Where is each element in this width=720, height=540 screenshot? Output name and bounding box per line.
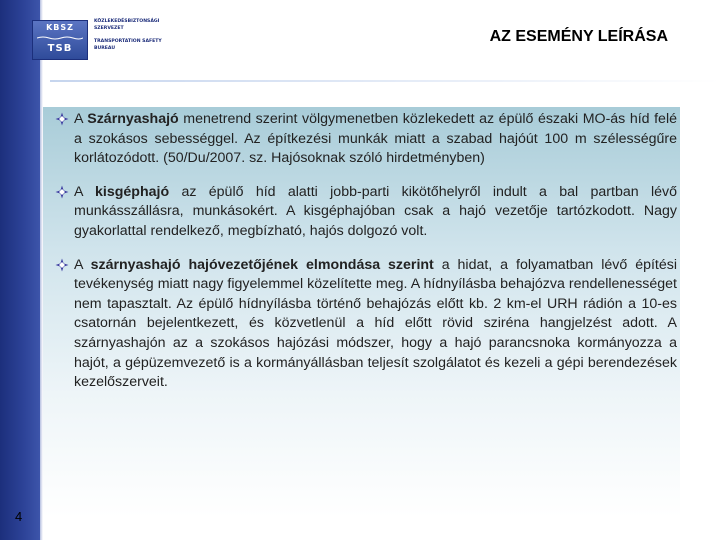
- logo-wave-icon: [37, 36, 83, 40]
- logo-badge-bottom-text: TSB: [47, 43, 73, 54]
- logo-badge-top-text: KBSZ: [46, 23, 74, 32]
- logo-text-line: TRANSPORTATION SAFETY: [94, 39, 162, 44]
- logo-text: [94, 18, 174, 52]
- diamond-bullet-icon: [55, 185, 69, 199]
- paragraph-lead: A: [74, 183, 96, 200]
- paragraph-szarnyashajo: [51, 110, 677, 169]
- slide-title: AZ ESEMÉNY LEÍRÁSA: [489, 28, 668, 45]
- paragraph-lead: A: [74, 256, 91, 273]
- paragraph-text: a hidat, a folyamatban lévő építési tevékenység miatt nagy figyelemmel közelítette meg. A hídnyílásba behajózva rendellenességet nem tapasztalt. Az épülő hídnyílásba történő behajózás előtt kb. 2 km-el URH rádión a 10-es csatornán bejelentkezett, és közvetlenül a híd előtt rövid sziréna hangjelzést adott. A szárnyashajón az a szokásos hajózási módszer, hogy a hajó parancsnoka kormányozza a hajót, a gépüzemvezető is a kormányállásban teljesít szolgálatot és kezeli a gépi berendezések kezelőszerveit.: [74, 256, 677, 391]
- paragraph-text: menetrend szerint völgymenetben közlekedett az épülő északi MO-ás híd felé a szokásos sebességgel. Az építkezési munkák miatt a szabad hajóút 100 m szélességűre korlátozódott. (50/Du/2007. sz. Hajósoknak szóló hirdetményben): [74, 111, 677, 167]
- page-number: 4: [15, 509, 23, 524]
- paragraph-hajovezeto: [51, 256, 677, 393]
- diamond-bullet-icon: [55, 112, 69, 126]
- header-divider: [50, 80, 720, 82]
- logo-text-line: SZERVEZET: [94, 26, 124, 31]
- slide-content: [51, 110, 677, 407]
- paragraph-kisgephajo: [51, 183, 677, 242]
- diamond-bullet-icon: [55, 258, 69, 272]
- paragraph-bold-term: Szárnyashajó: [87, 111, 179, 127]
- paragraph-bold-term: szárnyashajó hajóvezetőjének elmondása szerint: [90, 256, 434, 273]
- logo-text-line: BUREAU: [94, 46, 116, 51]
- kbsz-logo: [28, 16, 168, 62]
- paragraph-lead: A: [74, 111, 88, 127]
- paragraph-text: az épülő híd alatti jobb-parti kikötőhelyről indult a bal partban lévő munkásszállásra, munkásokért. A kisgéphajóban csak a hajó vezetője tartózkodott. Nagy gyakorlattal rendelkező, megbízható, hajós dolgozó volt.: [74, 183, 678, 239]
- logo-badge: [32, 20, 88, 60]
- paragraph-bold-term: kisgéphajó: [95, 183, 170, 200]
- left-sidebar-bar: [0, 0, 40, 540]
- logo-text-line: KÖZLEKEDÉSBIZTONSÁGI: [94, 19, 160, 24]
